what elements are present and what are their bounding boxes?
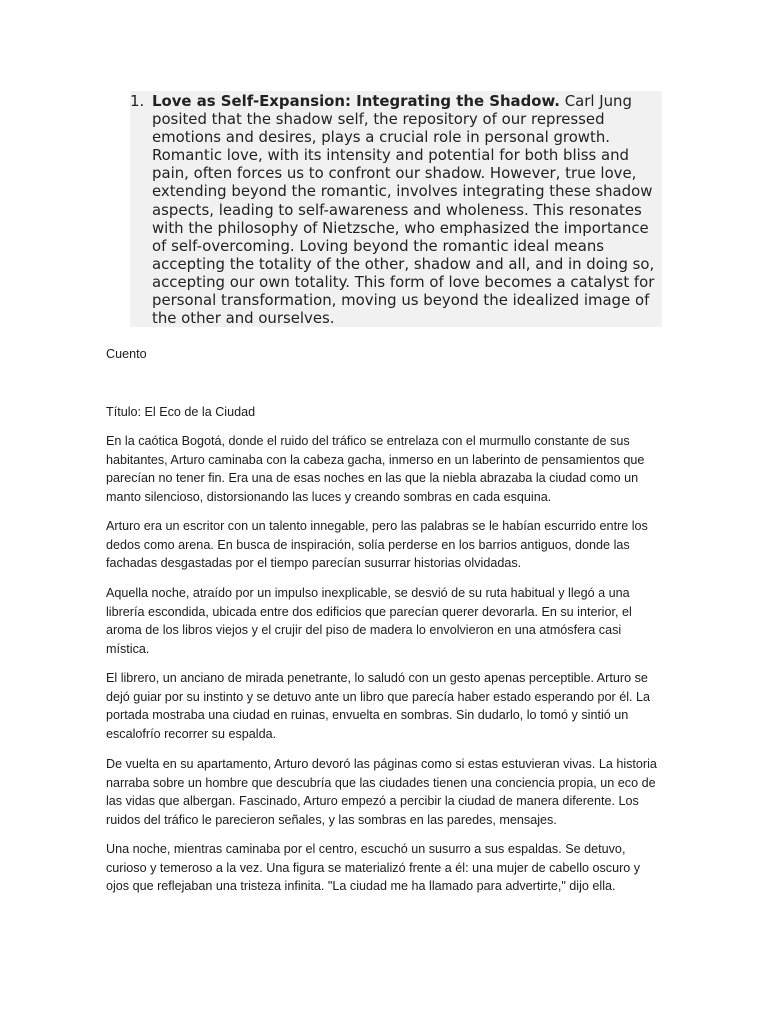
list-item-text	[152, 92, 662, 327]
list-item-body: Carl Jung posited that the shadow self, the repository of our repressed emotions and desires, plays a crucial role in personal growth. Romantic love, with its intensity and potential for both bliss and pain, often forces us to confront our shadow. However, true love, extending beyond the romantic, involves integrating these shadow aspects, leading to self-awareness and wholeness. This resonates with the philosophy of Nietzsche, who emphasized the importance of self-overcoming. Loving beyond the romantic ideal means accepting the totality of the other, shadow and all, and in doing so, accepting our own totality. This form of love becomes a catalyst for personal transformation, moving us beyond the idealized image of the other and ourselves.	[152, 92, 655, 328]
story-paragraph: De vuelta en su apartamento, Arturo devoró las páginas como si estas estuvieran vivas. La historia narraba sobre un hombre que descubría que las ciudades tienen una conciencia propia, un eco de las vidas que albergan. Fascinado, Arturo empezó a percibir la ciudad de manera diferente. Los ruidos del tráfico le parecieron señales, y las sombras en las paredes, mensajes.	[106, 757, 657, 828]
story-paragraph: Aquella noche, atraído por un impulso inexplicable, se desvió de su ruta habitual y llegó a una librería escondida, ubicada entre dos edificios que parecían querer devorarla. En su interior, el aroma de los libros viejos y el crujir del piso de madera lo envolvieron en una atmósfera casi mística.	[106, 586, 632, 657]
story-title: Título: El Eco de la Ciudad	[106, 405, 256, 419]
list-item-heading: Love as Self-Expansion: Integrating the Shadow.	[152, 92, 560, 110]
section-label: Cuento	[106, 347, 147, 361]
story-paragraph: En la caótica Bogotá, donde el ruido del tráfico se entrelaza con el murmullo constante de sus habitantes, Arturo caminaba con la cabeza gacha, inmerso en un laberinto de pensamientos que parecían no tener fin. Era una de esas noches en las que la niebla abrazaba la ciudad como un manto silencioso, distorsionando las luces y creando sombras en cada esquina.	[106, 434, 645, 505]
story-paragraph: Arturo era un escritor con un talento innegable, pero las palabras se le habían escurrido entre los dedos como arena. En busca de inspiración, solía perderse en los barrios antiguos, donde las fachadas desgastadas por el tiempo parecían susurrar historias olvidadas.	[106, 519, 648, 571]
story-paragraph: El librero, un anciano de mirada penetrante, lo saludó con un gesto apenas perceptible. Arturo se dejó guiar por su instinto y se detuvo ante un libro que parecía haber estado esperando por él. La portada mostraba una ciudad en ruinas, envuelta en sombras. Sin dudarlo, lo tomó y sintió un escalofrío recorrer su espalda.	[106, 671, 650, 742]
list-item-number: 1.	[130, 92, 145, 110]
story-paragraph: Una noche, mientras caminaba por el centro, escuchó un susurro a sus espaldas. Se detuvo, curioso y temeroso a la vez. Una figura se materializó frente a él: una mujer de cabello oscuro y ojos que reflejaban una tristeza infinita. "La ciudad me ha llamado para advertirte," dijo ella.	[106, 842, 641, 894]
